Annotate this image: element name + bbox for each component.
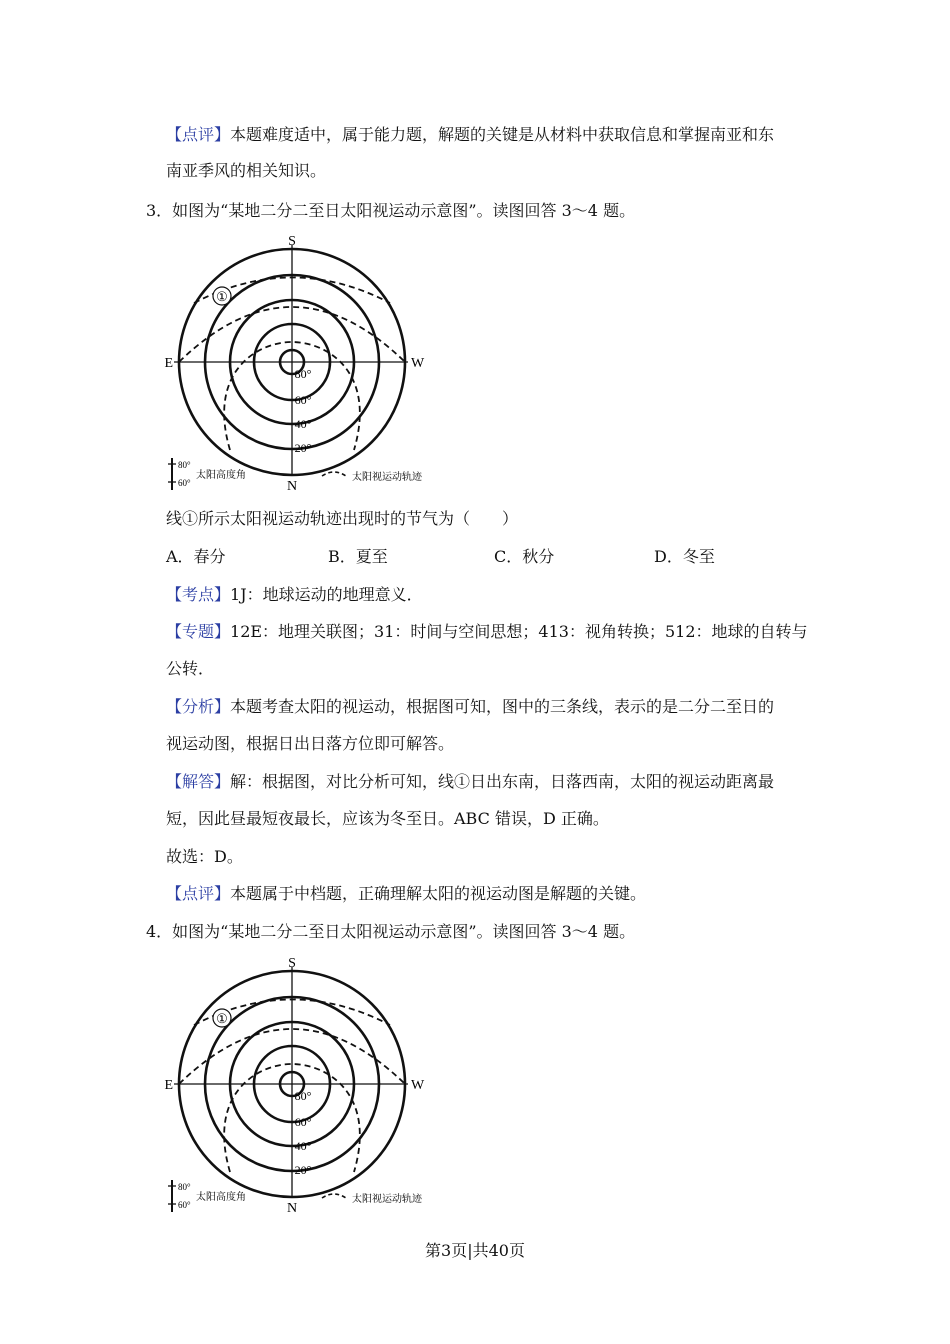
sun-path-diagram <box>162 232 452 494</box>
legend-altitude-label-2: 太阳高度角 <box>196 1192 246 1203</box>
review-line-2: 南亚季风的相关知识。 <box>166 161 327 180</box>
legend-80-2: 80° <box>178 1182 191 1192</box>
dir-east-2: E <box>164 1078 173 1093</box>
option-a: A．春分 <box>166 547 226 566</box>
sun-path-diagram-2 <box>162 954 452 1216</box>
dir-east: E <box>164 356 173 371</box>
fenxi-text: 本题考查太阳的视运动，根据图可知，图中的三条线，表示的是二分二至日的 <box>230 697 775 716</box>
line-1-label: ① <box>216 289 228 304</box>
zhuanti-line-1 <box>166 621 808 643</box>
review-tag: 【点评】 <box>166 125 231 144</box>
review-text: 本题难度适中，属于能力题，解题的关键是从材料中获取信息和掌握南亚和东 <box>230 125 775 144</box>
legend-altitude-label: 太阳高度角 <box>196 470 246 481</box>
dir-north: N <box>286 479 298 494</box>
q3-review-text: 本题属于中档题，正确理解太阳的视运动图是解题的关键。 <box>230 884 647 903</box>
alt-label-40: 40° <box>294 417 312 431</box>
dir-south: S <box>288 234 296 249</box>
q3-diagram <box>162 232 452 494</box>
legend-track-label: 太阳视运动轨迹 <box>352 472 422 483</box>
legend-80: 80° <box>178 460 191 470</box>
page-footer: 第3页|共40页 <box>425 1241 525 1260</box>
legend-60-2: 60° <box>178 1200 191 1210</box>
alt-label-60-2: 60° <box>294 1115 312 1129</box>
zhuanti-line-2: 公转． <box>166 659 215 678</box>
kaodian-text: 1J：地球运动的地理意义． <box>230 585 423 604</box>
q4-diagram <box>162 954 452 1216</box>
fenxi-line-1 <box>166 696 774 718</box>
alt-label-60: 60° <box>294 393 312 407</box>
fenxi-tag: 【分析】 <box>166 697 231 716</box>
q3-stem: 3．如图为“某地二分二至日太阳视运动示意图”。读图回答 3～4 题。 <box>146 201 636 220</box>
alt-label-40-2: 40° <box>294 1139 312 1153</box>
q4-stem: 4．如图为“某地二分二至日太阳视运动示意图”。读图回答 3～4 题。 <box>146 922 636 941</box>
kaodian-line <box>166 584 423 606</box>
zhuanti-text: 12E：地理关联图；31：时间与空间思想；413：视角转换；512：地球的自转与 <box>230 622 808 641</box>
alt-label-80-2: 80° <box>294 1089 312 1103</box>
legend-track-symbol <box>322 472 346 476</box>
q3-question: 线①所示太阳视运动轨迹出现时的节气为（ ） <box>166 509 519 528</box>
dir-south-2: S <box>288 956 296 971</box>
jieda-line-2: 短，因此昼最短夜最长，应该为冬至日。ABC 错误，D 正确。 <box>166 809 609 828</box>
option-c: C．秋分 <box>494 547 555 566</box>
answer-line: 故选：D。 <box>166 847 243 866</box>
option-b: B．夏至 <box>328 547 388 566</box>
fenxi-line-2: 视运动图，根据日出日落方位即可解答。 <box>166 734 455 753</box>
legend-60: 60° <box>178 478 191 488</box>
dir-west: W <box>411 356 425 371</box>
jieda-line-1 <box>166 771 774 793</box>
jieda-text: 解：根据图，对比分析可知，线①日出东南，日落西南，太阳的视运动距离最 <box>230 772 775 791</box>
dir-north-2: N <box>286 1201 298 1216</box>
q3-review-line <box>166 883 646 905</box>
zhuanti-tag: 【专题】 <box>166 622 231 641</box>
kaodian-tag: 【考点】 <box>166 585 231 604</box>
jieda-tag: 【解答】 <box>166 772 231 791</box>
q3-review-tag: 【点评】 <box>166 884 231 903</box>
alt-label-20: 20° <box>294 441 312 455</box>
option-d: D．冬至 <box>654 547 715 566</box>
legend-track-label-2: 太阳视运动轨迹 <box>352 1194 422 1205</box>
dir-west-2: W <box>411 1078 425 1093</box>
alt-label-20-2: 20° <box>294 1163 312 1177</box>
alt-label-80: 80° <box>294 367 312 381</box>
review-line-1 <box>166 124 774 146</box>
line-1-label-2: ① <box>216 1011 228 1026</box>
